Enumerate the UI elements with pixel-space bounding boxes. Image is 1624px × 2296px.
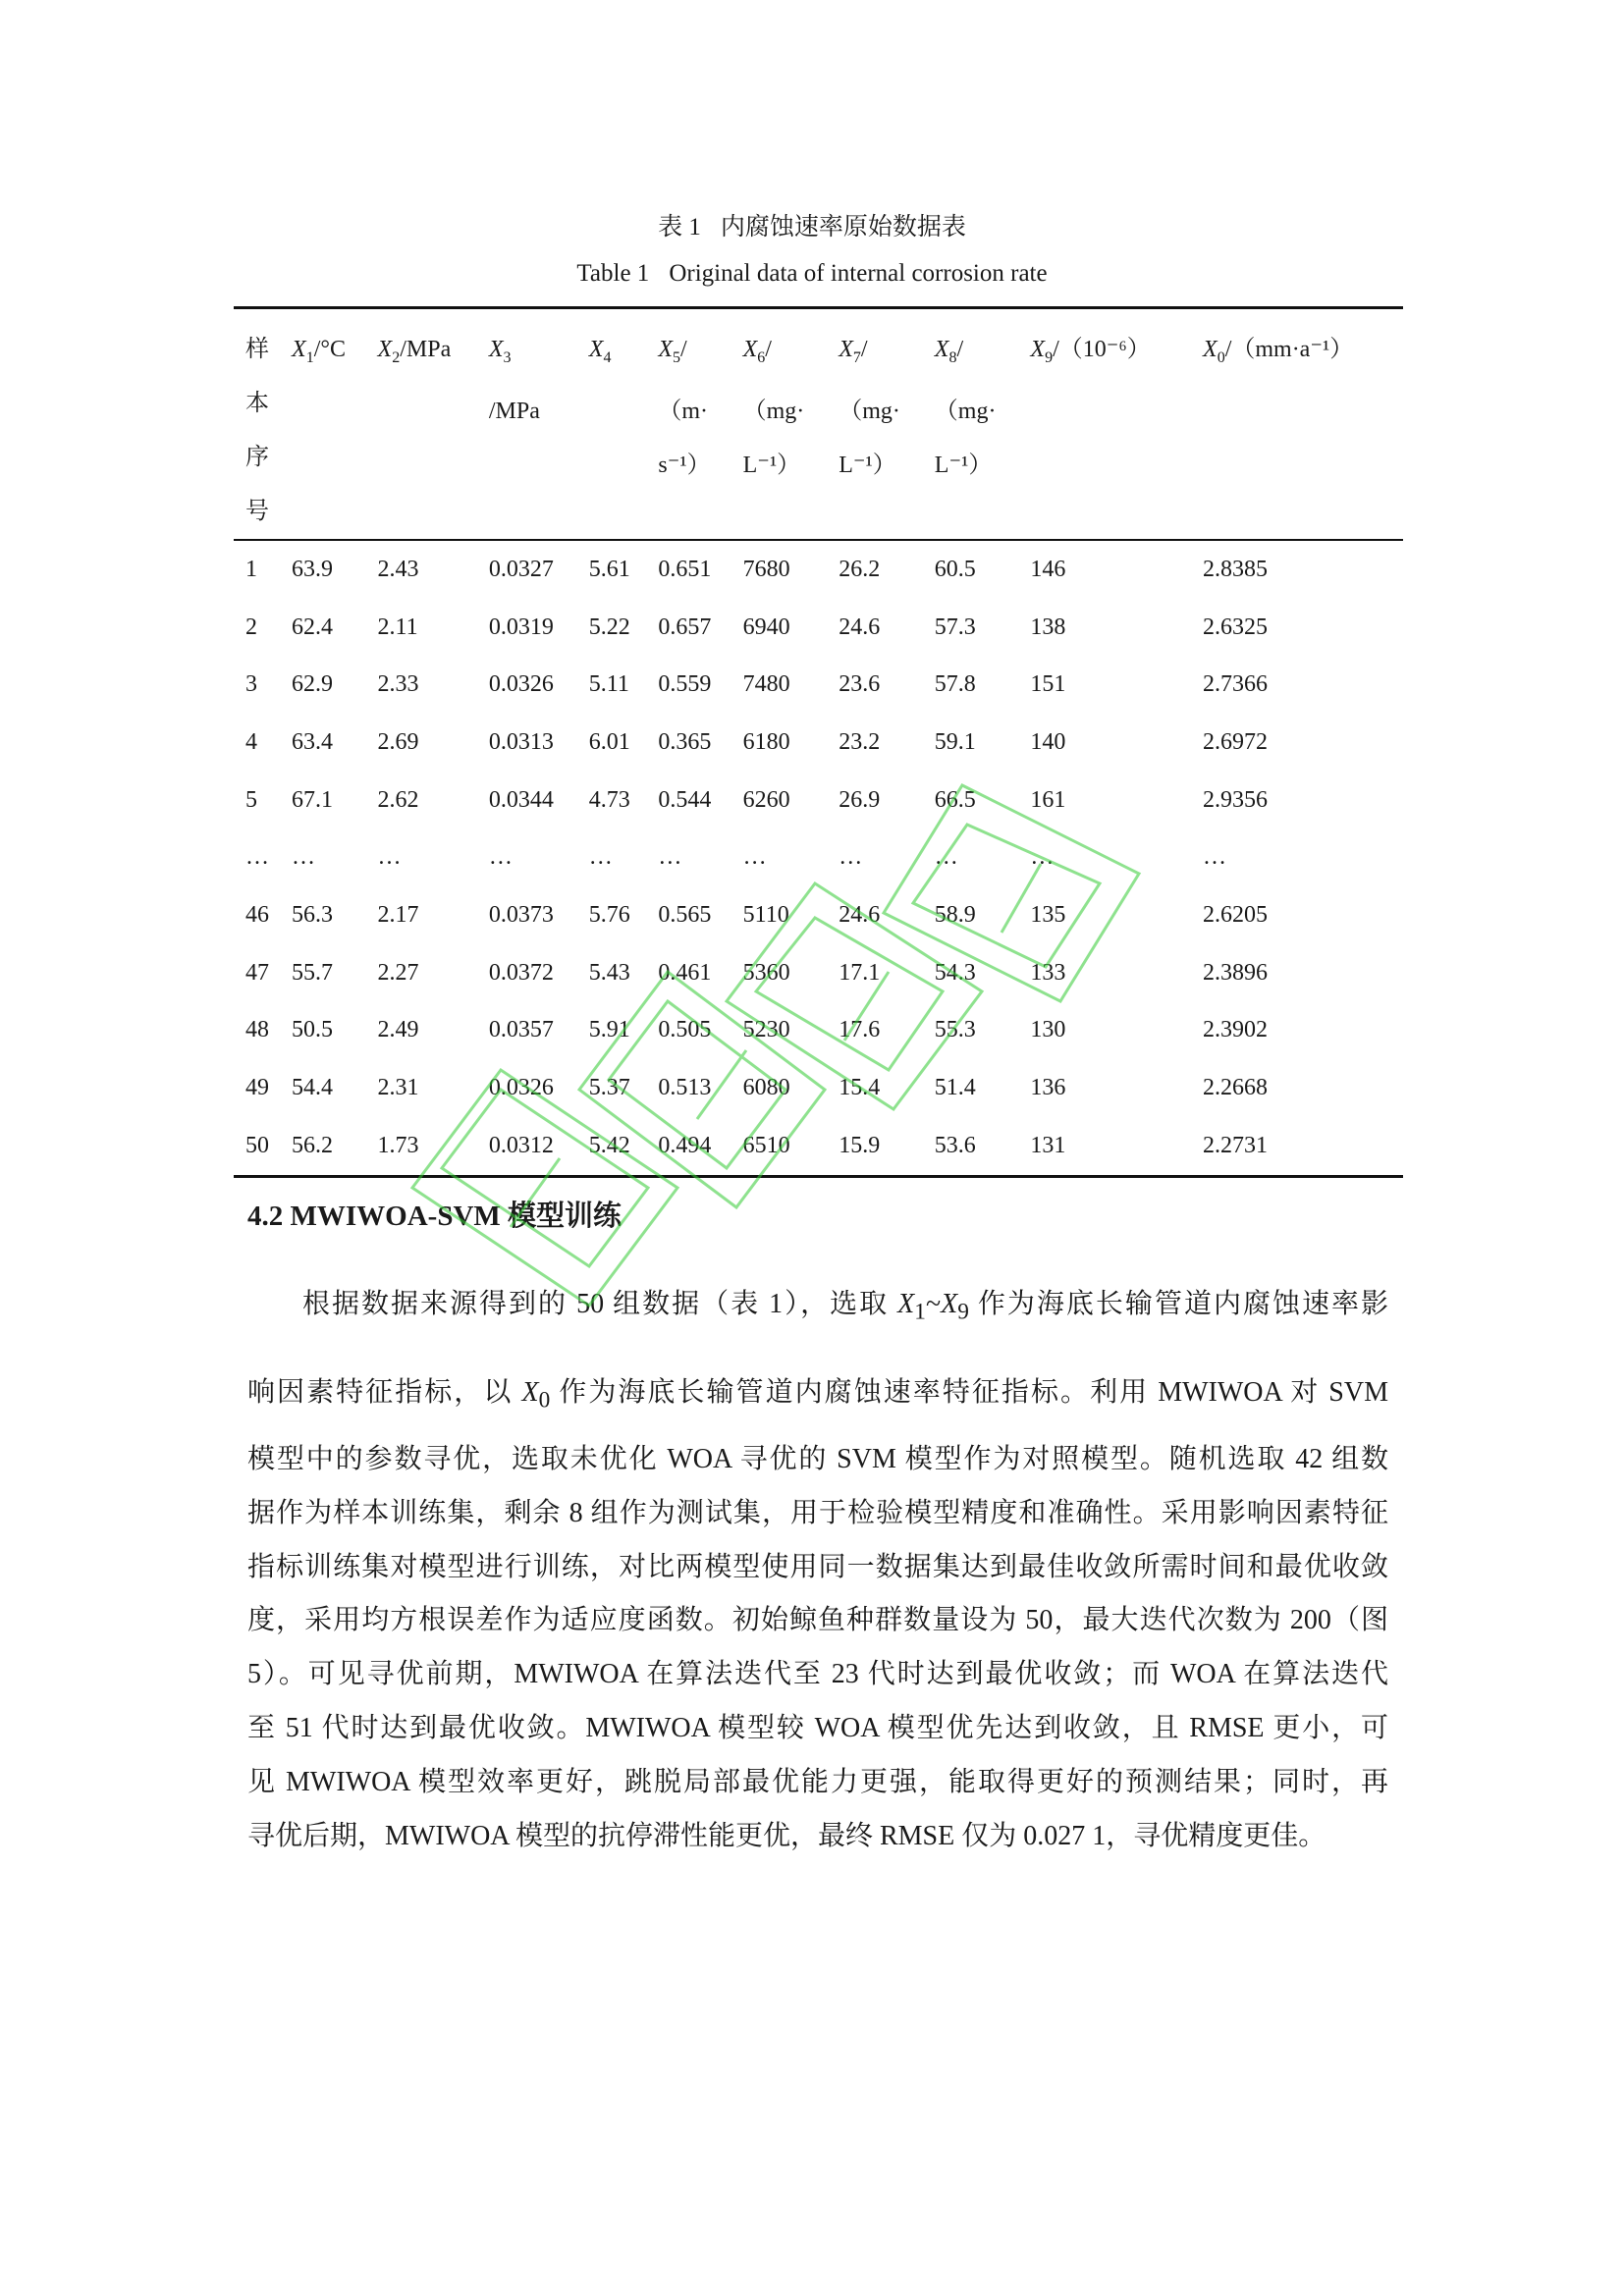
header-subscript: 9: [1045, 348, 1054, 366]
table-cell: 0.0312: [488, 1132, 554, 1158]
variable-subscript: 1: [914, 1299, 926, 1325]
table-cell: 46: [245, 901, 269, 928]
header-label: [935, 323, 1019, 493]
table-cell: 54.3: [934, 959, 976, 986]
table-cell: 54.4: [292, 1075, 334, 1101]
table-cell: 5.91: [588, 1017, 630, 1043]
table-cell: 0.513: [658, 1075, 712, 1101]
table-cell: 0.657: [658, 614, 712, 640]
paragraph-line: 据作为样本训练集，剩余 8 组作为测试集，用于检验模型精度和准确性。采用影响因素特征: [247, 1497, 1388, 1528]
table-cell: 17.6: [839, 1017, 881, 1043]
header-unit: / （mg· L⁻¹）: [742, 337, 805, 478]
variable-x: X: [897, 1289, 915, 1319]
table-cell: 24.6: [839, 901, 881, 928]
header-text: 本: [245, 391, 269, 416]
paragraph-body: [247, 1433, 1388, 1863]
table-cell: 15.4: [839, 1075, 881, 1101]
table-cell: 146: [1030, 556, 1066, 582]
table-cell: 0.651: [658, 556, 712, 582]
column-header-4: [577, 308, 647, 541]
paragraph-line-2: [247, 1370, 1388, 1415]
table-cell: 131: [1030, 1132, 1066, 1158]
table-cell: 5230: [742, 1017, 790, 1043]
table-cell: 51.4: [934, 1075, 976, 1101]
table-cell: …: [934, 844, 958, 871]
table-cell: 2.33: [377, 671, 419, 698]
header-text: 样: [245, 337, 269, 362]
table-cell: 1.73: [377, 1132, 419, 1158]
table-cell: 5.43: [588, 959, 630, 986]
table-cell: 7480: [742, 671, 790, 698]
header-variable: X: [1203, 337, 1218, 362]
table-cell: 5.37: [588, 1075, 630, 1101]
table-cell: 2.2668: [1203, 1075, 1269, 1101]
table-row: [234, 1059, 1403, 1117]
header-label: [489, 323, 577, 439]
table-cell: 47: [245, 959, 269, 986]
table-cell: 0.461: [658, 959, 712, 986]
caption-cn-label: 表 1: [658, 214, 701, 240]
paragraph-text: 根据数据来源得到的 50 组数据（表 1），选取: [302, 1289, 898, 1319]
column-header-0: [234, 308, 280, 541]
column-header-1: [280, 308, 366, 541]
table-cell: 0.0313: [488, 728, 554, 755]
column-header-5: [646, 308, 731, 541]
table-cell: 151: [1030, 671, 1066, 698]
paragraph-line: 5）。可见寻优前期，MWIWOA 在算法迭代至 23 代时达到最优收敛；而 WOA 在算法迭代: [247, 1659, 1388, 1690]
header-text: 序: [245, 445, 269, 470]
header-subscript: 0: [1217, 348, 1225, 366]
table-cell: 67.1: [292, 786, 334, 813]
table-cell: 4: [245, 728, 257, 755]
caption-en-label: Table 1: [576, 260, 650, 287]
paragraph-line: 见 MWIWOA 模型效率更好，跳脱局部最优能力更强，能取得更好的预测结果；同时，再: [247, 1766, 1388, 1797]
column-header-10: [1191, 308, 1403, 541]
table-cell: 0.0319: [488, 614, 554, 640]
table-cell: 5.42: [588, 1132, 630, 1158]
table-cell: 66.5: [934, 786, 976, 813]
corrosion-data-table: [234, 306, 1403, 1178]
tilde: ~: [925, 1289, 942, 1319]
variable-x: X: [521, 1377, 539, 1408]
header-variable: X: [588, 337, 604, 362]
table-cell: 2.49: [377, 1017, 419, 1043]
column-header-8: [923, 308, 1019, 541]
table-cell: 0.365: [658, 728, 712, 755]
paragraph-text: 响因素特征指标，以: [247, 1377, 522, 1408]
table-cell: 2.11: [377, 614, 418, 640]
paragraph-text: 作为海底长输管道内腐蚀速率影: [968, 1289, 1388, 1319]
table-row: [234, 828, 1403, 886]
header-unit: /MPa: [400, 337, 452, 362]
table-cell: 140: [1030, 728, 1066, 755]
table-cell: 136: [1030, 1075, 1066, 1101]
header-label: [292, 323, 366, 385]
table-cell: 59.1: [934, 728, 976, 755]
table-cell: 0.505: [658, 1017, 712, 1043]
table-cell: 0.0326: [488, 671, 554, 698]
table-cell: …: [377, 844, 402, 871]
table-cell: 0.544: [658, 786, 712, 813]
paragraph-line: 寻优后期，MWIWOA 模型的抗停滞性能更优，最终 RMSE 仅为 0.027 1，寻优精度更佳。: [247, 1820, 1326, 1851]
header-subscript: 8: [948, 348, 957, 366]
table-cell: 0.0373: [488, 901, 554, 928]
paragraph-line: 指标训练集对模型进行训练，对比两模型使用同一数据集达到最佳收敛所需时间和最优收敛: [247, 1551, 1388, 1582]
table-row: [234, 656, 1403, 714]
table-cell: 6260: [742, 786, 790, 813]
table-cell: 0.0327: [488, 556, 554, 582]
table-cell: 2.7366: [1203, 671, 1269, 698]
paragraph-text: 作为海底长输管道内腐蚀速率特征指标。利用 MWIWOA 对 SVM: [550, 1377, 1388, 1408]
table-row: [234, 714, 1403, 772]
header-unit: /MPa: [488, 398, 540, 424]
table-cell: 0.494: [658, 1132, 712, 1158]
table-cell: 2.3896: [1203, 959, 1269, 986]
column-header-3: [477, 308, 577, 541]
header-variable: X: [488, 337, 504, 362]
table-cell: 2.8385: [1203, 556, 1269, 582]
table-cell: 5110: [742, 901, 789, 928]
table-cell: 55.7: [292, 959, 334, 986]
table-cell: 2.6972: [1203, 728, 1269, 755]
table-cell: 2.43: [377, 556, 419, 582]
table-caption-en: [0, 260, 1624, 288]
table-cell: 50.5: [292, 1017, 334, 1043]
caption-cn-title: 内腐蚀速率原始数据表: [720, 214, 966, 240]
table-row: [234, 944, 1403, 1002]
table-cell: 5.76: [588, 901, 630, 928]
table-cell: 5.11: [588, 671, 629, 698]
table-cell: …: [292, 844, 316, 871]
column-header-6: [731, 308, 828, 541]
table-cell: 5360: [742, 959, 790, 986]
table-cell: 1: [245, 556, 257, 582]
table-cell: 55.3: [934, 1017, 976, 1043]
header-variable: X: [292, 337, 306, 362]
table-cell: 2.27: [377, 959, 419, 986]
header-label: [658, 323, 731, 493]
header-variable: X: [658, 337, 674, 362]
table-row: [234, 540, 1403, 599]
table-cell: 63.4: [292, 728, 334, 755]
table-cell: …: [588, 844, 613, 871]
table-cell: 0.0372: [488, 959, 554, 986]
variable-subscript: 0: [538, 1387, 551, 1414]
table-cell: 6.01: [588, 728, 630, 755]
table-cell: …: [488, 844, 513, 871]
header-label: [589, 323, 647, 385]
table-row: [234, 886, 1403, 944]
table-row: [234, 1002, 1403, 1060]
table-cell: 56.2: [292, 1132, 334, 1158]
header-unit: /°C: [313, 337, 346, 362]
table-cell: 57.3: [934, 614, 976, 640]
table-cell: 0.0357: [488, 1017, 554, 1043]
header-text: 号: [245, 499, 269, 524]
table-cell: 2.69: [377, 728, 419, 755]
table-cell: 56.3: [292, 901, 334, 928]
header-subscript: 4: [603, 348, 612, 366]
table-cell: 161: [1030, 786, 1066, 813]
table-cell: 2.3902: [1203, 1017, 1269, 1043]
table-cell: 15.9: [839, 1132, 881, 1158]
table-cell: …: [658, 844, 682, 871]
header-unit: /（10⁻⁶）: [1053, 337, 1151, 362]
header-unit: / （mg· L⁻¹）: [839, 337, 900, 478]
paragraph-line: 度，采用均方根误差作为适应度函数。初始鲸鱼种群数量设为 50，最大迭代次数为 200（图: [247, 1605, 1388, 1636]
table-cell: 6180: [742, 728, 790, 755]
table-cell: 6940: [742, 614, 790, 640]
table-cell: 49: [245, 1075, 269, 1101]
header-unit: / （mg· L⁻¹）: [934, 337, 997, 478]
paragraph-line: 至 51 代时达到最优收敛。MWIWOA 模型较 WOA 模型优先达到收敛，且 RMSE 更小，可: [247, 1712, 1388, 1743]
table-cell: …: [742, 844, 767, 871]
header-variable: X: [934, 337, 949, 362]
header-label: [839, 323, 923, 493]
header-variable: X: [742, 337, 758, 362]
column-header-7: [827, 308, 923, 541]
table-cell: 6510: [742, 1132, 790, 1158]
column-header-2: [366, 308, 477, 541]
table-caption-cn: [0, 207, 1624, 242]
table-cell: 63.9: [292, 556, 334, 582]
table-body: [234, 540, 1403, 1176]
table-cell: 57.8: [934, 671, 976, 698]
header-unit: / （m· s⁻¹）: [658, 337, 711, 478]
header-label: [743, 323, 828, 493]
variable-x: X: [941, 1289, 958, 1319]
header-subscript: 2: [392, 348, 401, 366]
header-label: [1030, 323, 1191, 385]
header-variable: X: [1030, 337, 1046, 362]
table-cell: 135: [1030, 901, 1066, 928]
table-cell: 62.9: [292, 671, 334, 698]
table-cell: …: [1203, 844, 1227, 871]
table-cell: 26.9: [839, 786, 881, 813]
table-cell: 48: [245, 1017, 269, 1043]
header-label: [378, 323, 477, 385]
table-cell: 2.31: [377, 1075, 419, 1101]
table-cell: 62.4: [292, 614, 334, 640]
table-cell: …: [1030, 844, 1055, 871]
paragraph-line: 模型中的参数寻优，选取未优化 WOA 寻优的 SVM 模型作为对照模型。随机选取 42 组数: [247, 1444, 1388, 1474]
table-cell: 0.565: [658, 901, 712, 928]
table-cell: 7680: [742, 556, 790, 582]
table-cell: 2.6205: [1203, 901, 1269, 928]
table-cell: 2.17: [377, 901, 419, 928]
header-subscript: 7: [852, 348, 861, 366]
table-cell: 24.6: [839, 614, 881, 640]
section-heading: 4.2 MWIWOA-SVM 模型训练: [247, 1201, 623, 1232]
table-row: [234, 1117, 1403, 1176]
table-cell: 0.559: [658, 671, 712, 698]
header-subscript: 1: [305, 348, 314, 366]
table-cell: 53.6: [934, 1132, 976, 1158]
table-cell: 2.9356: [1203, 786, 1269, 813]
table-cell: 5: [245, 786, 257, 813]
table-cell: 60.5: [934, 556, 976, 582]
table-cell: 2.6325: [1203, 614, 1269, 640]
table-cell: 26.2: [839, 556, 881, 582]
table-cell: 6080: [742, 1075, 790, 1101]
caption-en-title: Original data of internal corrosion rate: [669, 260, 1048, 287]
paragraph-line-1: [247, 1282, 1388, 1326]
header-label: [1203, 323, 1403, 385]
header-variable: X: [377, 337, 393, 362]
column-header-9: [1018, 308, 1191, 541]
table-cell: 58.9: [934, 901, 976, 928]
header-subscript: 6: [757, 348, 766, 366]
header-subscript: 3: [503, 348, 512, 366]
table-cell: 4.73: [588, 786, 630, 813]
table-cell: 2: [245, 614, 257, 640]
table-cell: 23.6: [839, 671, 881, 698]
table-row: [234, 599, 1403, 657]
table-row: [234, 772, 1403, 829]
table-cell: 0.0344: [488, 786, 554, 813]
variable-subscript: 9: [957, 1299, 969, 1325]
table-cell: 17.1: [839, 959, 881, 986]
table-cell: 50: [245, 1132, 269, 1158]
header-variable: X: [839, 337, 853, 362]
table-cell: 133: [1030, 959, 1066, 986]
table-header-row: [234, 308, 1403, 541]
table-cell: …: [839, 844, 863, 871]
table-cell: 5.61: [588, 556, 630, 582]
header-subscript: 5: [673, 348, 681, 366]
table-cell: 23.2: [839, 728, 881, 755]
table-cell: 2.2731: [1203, 1132, 1269, 1158]
table-cell: 3: [245, 671, 257, 698]
table-cell: 2.62: [377, 786, 419, 813]
table-cell: 130: [1030, 1017, 1066, 1043]
header-unit: /（mm·a⁻¹）: [1224, 337, 1354, 362]
table-cell: …: [245, 844, 269, 871]
table-cell: 0.0326: [488, 1075, 554, 1101]
table-cell: 5.22: [588, 614, 630, 640]
table-cell: 138: [1030, 614, 1066, 640]
